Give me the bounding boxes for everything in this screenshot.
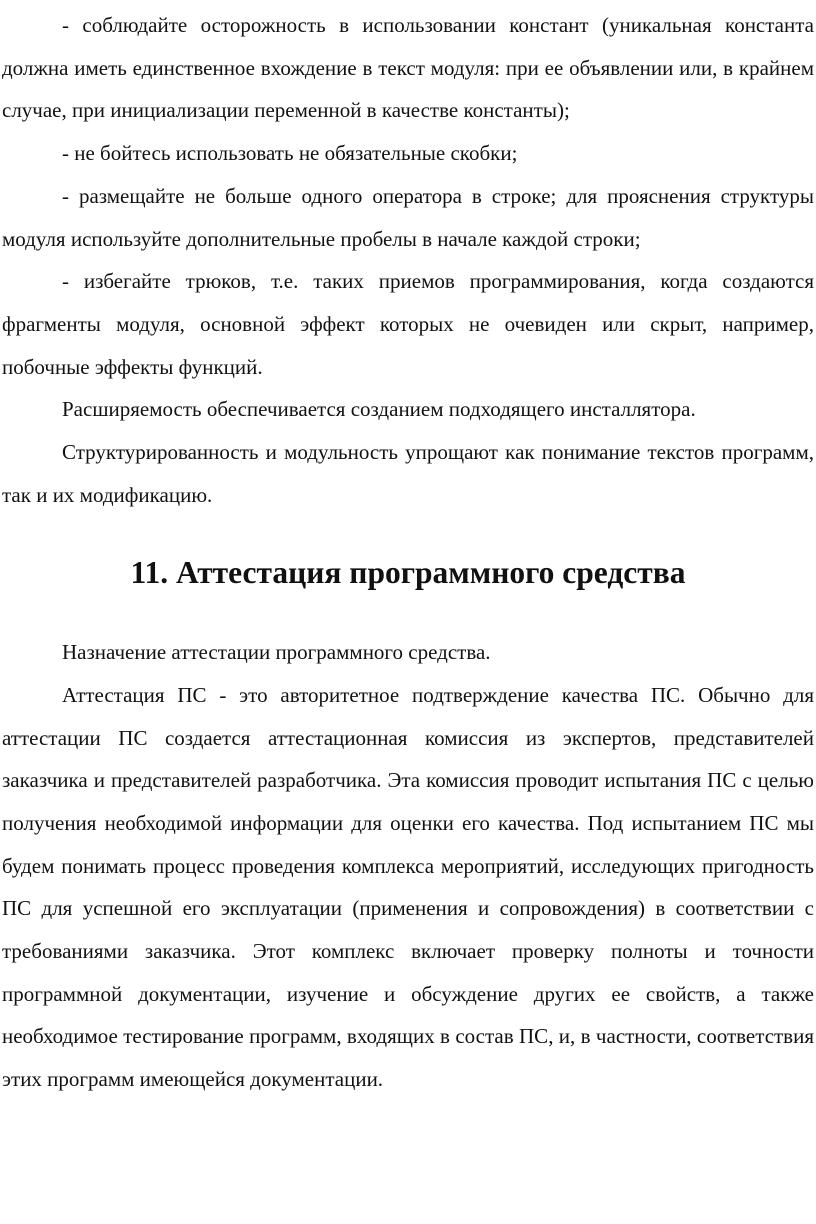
paragraph-brackets: - не бойтесь использовать не обязательные скобки;: [62, 141, 518, 166]
paragraph-avoid-tricks: - избегайте трюков, т.е. таких приемов программирования, когда создаются фрагменты модуля, основной эффект которых не очевиден или скрыт, например, побочные эффекты функций.: [2, 269, 814, 379]
section-heading: 11. Аттестация программного средства: [130, 555, 686, 591]
paragraph-attestation: Аттестация ПС - это авторитетное подтверждение качества ПС. Обычно для аттестации ПС создается аттестационная комиссия из экспертов, представителей заказчика и представителей разработчика. Эта комиссия проводит испытания ПС с целью получения необходимой информации для оценки его качества. Под испытанием ПС мы будем понимать процесс проведения комплекса мероприятий, исследующих пригодность ПС для успешной его эксплуатации (применения и сопровождения) в соответствии с требованиями заказчика. Этот комплекс включает проверку полноты и точности программной документации, изучение и обсуждение других ее свойств, а также необходимое тестирование программ, входящих в состав ПС, и, в частности, соответствия этих программ имеющейся документации.: [2, 682, 814, 1092]
paragraph-purpose: Назначение аттестации программного средства.: [62, 640, 491, 665]
paragraph-extensibility: Расширяемость обеспечивается созданием подходящего инсталлятора.: [62, 397, 696, 422]
paragraph-constants: - соблюдайте осторожность в использовании констант (уникальная константа должна иметь единственное вхождение в текст модуля: при ее объявлении или, в крайнем случае, при инициализации переменной в качестве константы);: [2, 13, 814, 123]
paragraph-structure: Структурированность и модульность упрощают как понимание текстов программ, так и их модификацию.: [2, 440, 814, 507]
paragraph-one-operator: - размещайте не больше одного оператора в строке; для прояснения структуры модуля используйте дополнительные пробелы в начале каждой строки;: [2, 183, 814, 251]
